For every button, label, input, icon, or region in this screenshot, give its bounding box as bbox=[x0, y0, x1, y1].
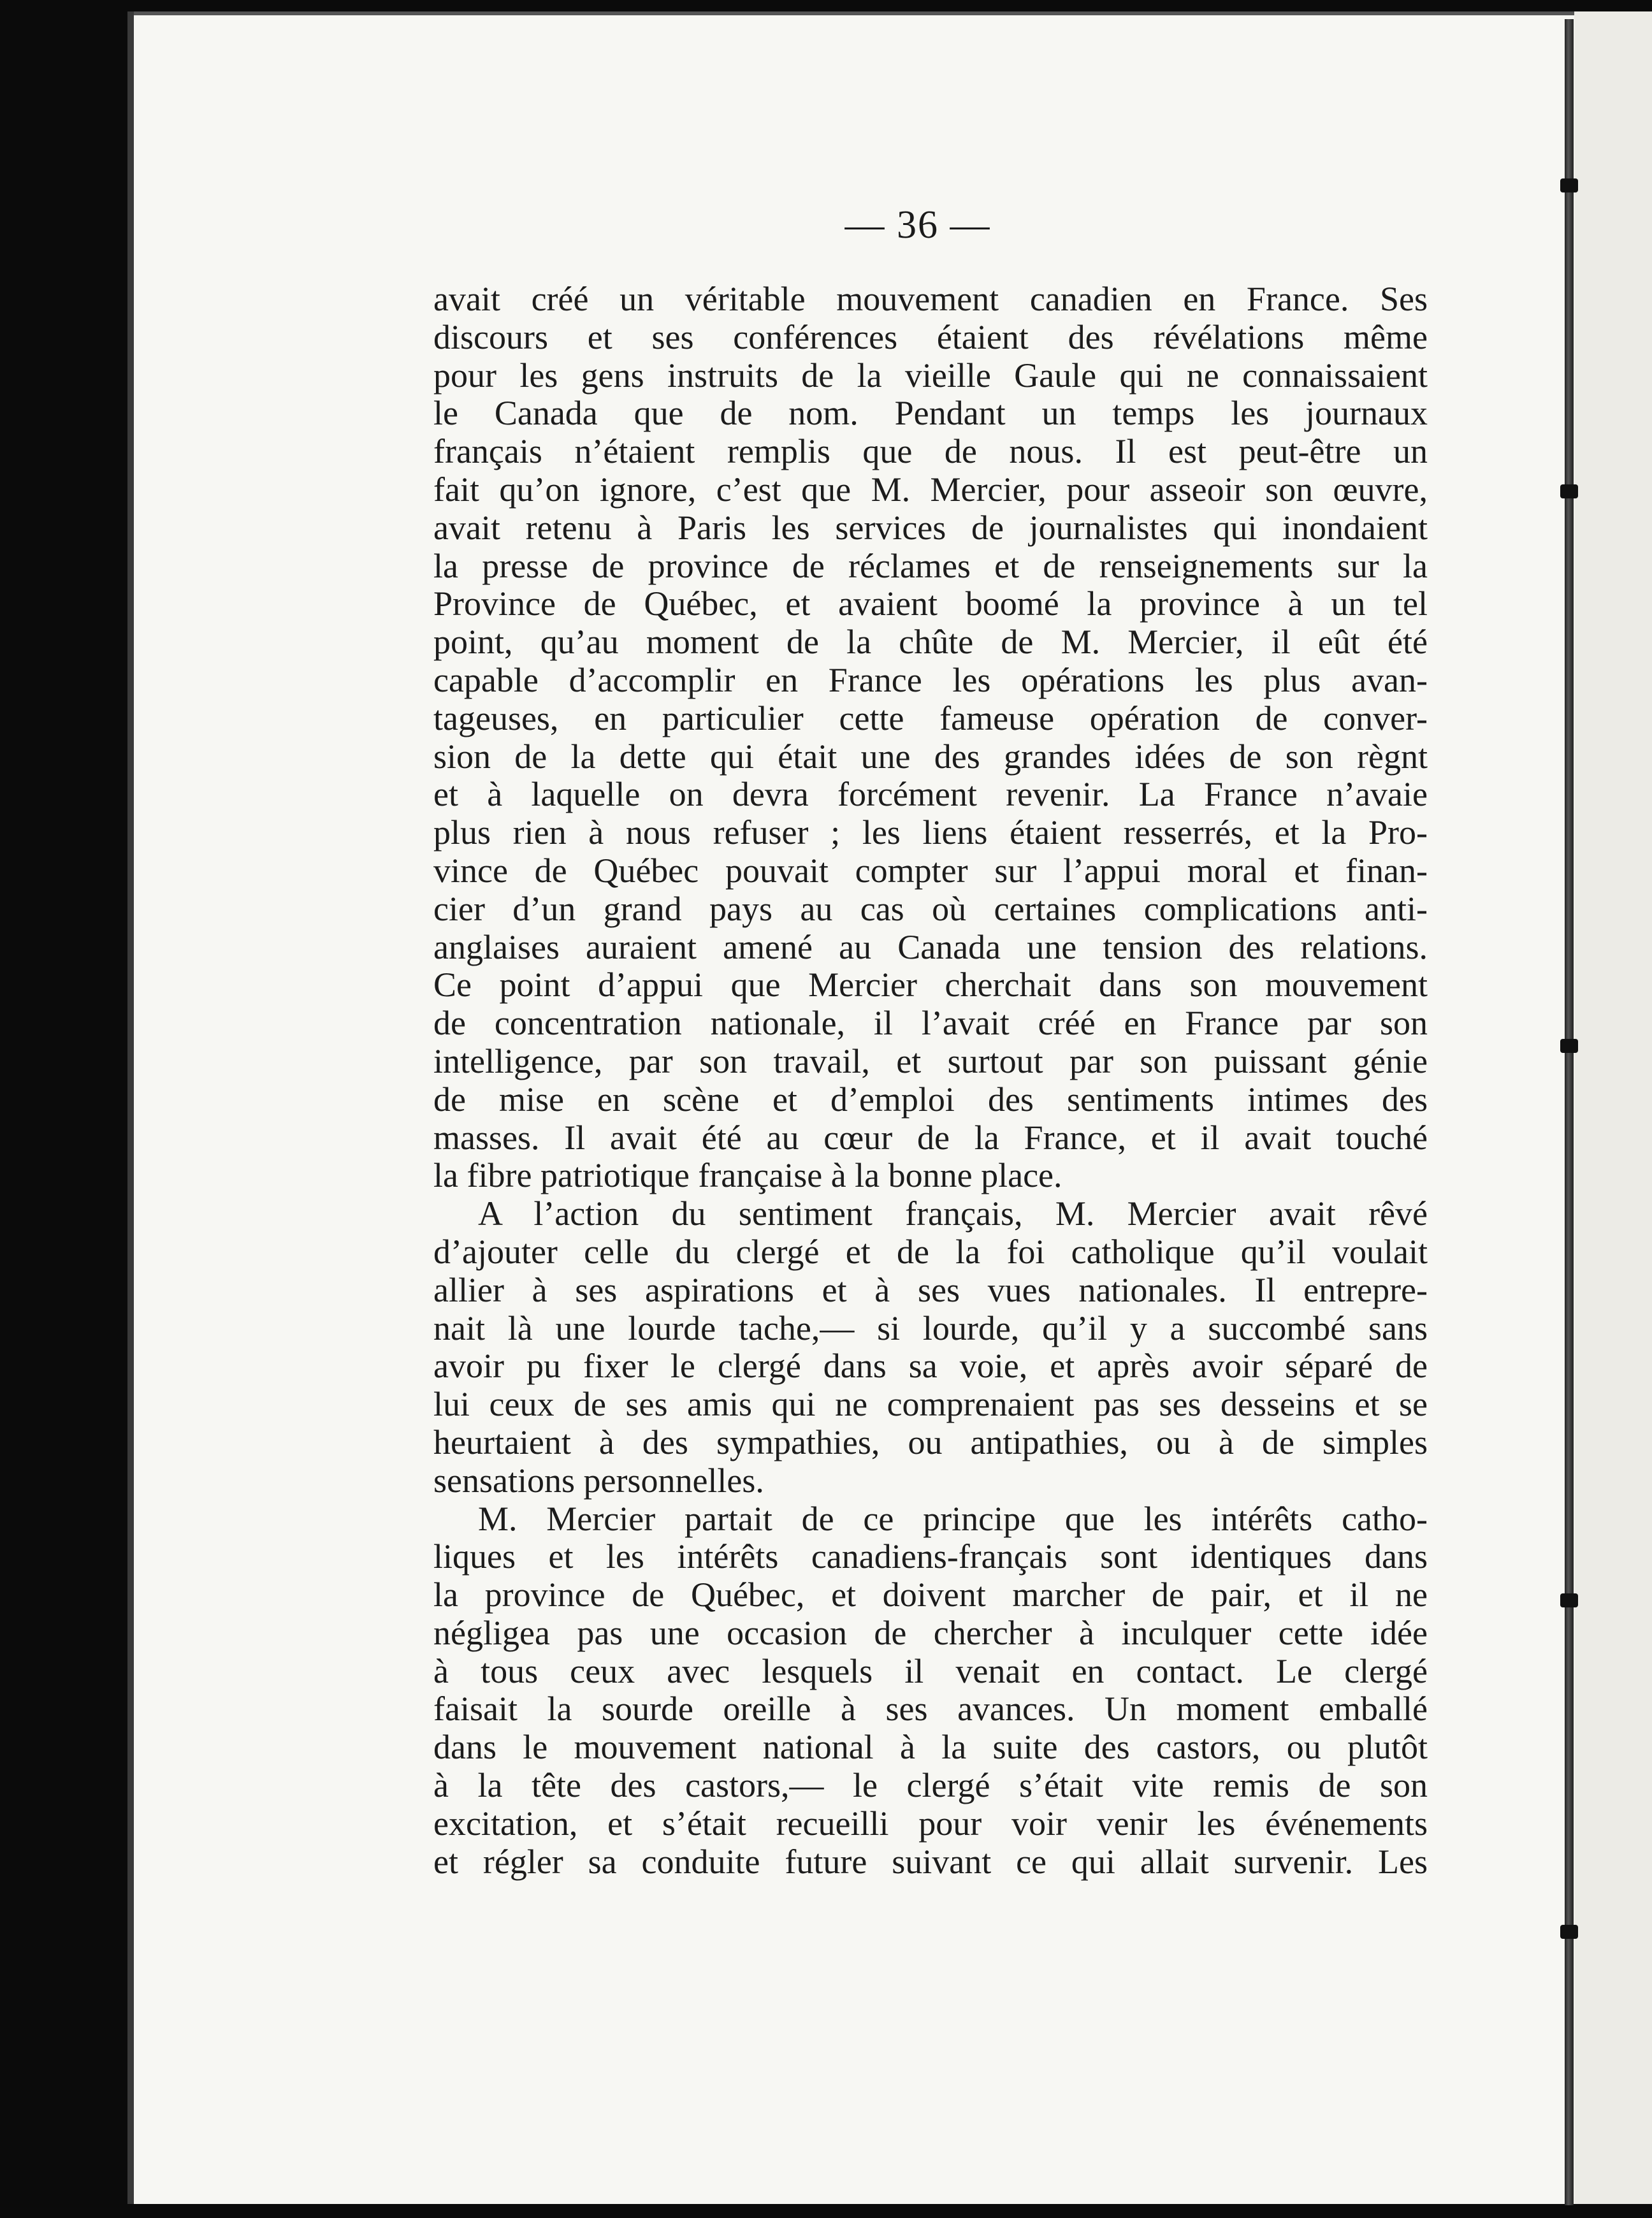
text-line: capable d’accomplir en France les opérations les plus avan- bbox=[433, 660, 1428, 699]
text-line: anglaises auraient amené au Canada une tension des relations. bbox=[433, 927, 1428, 966]
text-line: masses. Il avait été au cœur de la France, et il avait touché bbox=[433, 1118, 1428, 1157]
text-line: fait qu’on ignore, c’est que M. Mercier, pour asseoir son œuvre, bbox=[433, 470, 1428, 509]
text-line: Ce point d’appui que Mercier cherchait dans son mouvement bbox=[433, 966, 1428, 1004]
text-line: avoir pu fixer le clergé dans sa voie, et après avoir séparé de bbox=[433, 1347, 1428, 1386]
binding-stitch bbox=[1560, 1925, 1578, 1939]
text-line: et à laquelle on devra forcément revenir. La France n’avaie bbox=[433, 775, 1428, 814]
text-line: à la tête des castors,— le clergé s’était vite remis de son bbox=[433, 1766, 1428, 1805]
text-line: avait retenu à Paris les services de journalistes qui inondaient bbox=[433, 508, 1428, 547]
text-line: français n’étaient remplis que de nous. Il est peut-être un bbox=[433, 432, 1428, 471]
text-line: la province de Québec, et doivent marcher de pair, et il ne bbox=[433, 1576, 1428, 1614]
text-line: plus rien à nous refuser ; les liens étaient resserrés, et la Pro- bbox=[433, 813, 1428, 852]
text-line: dans le mouvement national à la suite des castors, ou plutôt bbox=[433, 1728, 1428, 1767]
page-number: — 36 — bbox=[844, 203, 991, 247]
text-line: vince de Québec pouvait compter sur l’appui moral et finan- bbox=[433, 851, 1428, 890]
binding-stitch bbox=[1560, 1039, 1578, 1053]
binding-stitch bbox=[1560, 1593, 1578, 1607]
binding-stitch bbox=[1560, 178, 1578, 192]
binding-thread bbox=[1565, 19, 1574, 2205]
text-line: tageuses, en particulier cette fameuse opération de conver- bbox=[433, 699, 1428, 737]
text-line: de concentration nationale, il l’avait créé en France par son bbox=[433, 1004, 1428, 1043]
text-line: le Canada que de nom. Pendant un temps les journaux bbox=[433, 394, 1428, 433]
binding-stitch bbox=[1560, 484, 1578, 498]
text-line: négligea pas une occasion de chercher à inculquer cette idée bbox=[433, 1613, 1428, 1652]
text-line: faisait la sourde oreille à ses avances. Un moment emballé bbox=[433, 1690, 1428, 1729]
text-line: pour les gens instruits de la vieille Gaule qui ne connaissaient bbox=[433, 356, 1428, 395]
text-line: M. Mercier partait de ce principe que les intérêts catho- bbox=[478, 1499, 1428, 1538]
text-line: avait créé un véritable mouvement canadien en France. Ses bbox=[433, 280, 1428, 318]
text-line: nait là une lourde tache,— si lourde, qu’il y a succombé sans bbox=[433, 1308, 1428, 1347]
text-line: cier d’un grand pays au cas où certaines complications anti- bbox=[433, 889, 1428, 928]
text-line: lui ceux de ses amis qui ne comprenaient pas ses desseins et se bbox=[433, 1385, 1428, 1424]
text-line: point, qu’au moment de la chûte de M. Mercier, il eût été bbox=[433, 623, 1428, 662]
text-line: à tous ceux avec lesquels il venait en contact. Le clergé bbox=[433, 1651, 1428, 1690]
text-line: Province de Québec, et avaient boomé la province à un tel bbox=[433, 584, 1428, 623]
text-line: la presse de province de réclames et de renseignements sur la bbox=[433, 546, 1428, 585]
body-text bbox=[433, 280, 1428, 1881]
text-line: la fibre patriotique française à la bonne place. bbox=[433, 1156, 1062, 1195]
text-line: A l’action du sentiment français, M. Mercier avait rêvé bbox=[478, 1194, 1428, 1233]
text-line: excitation, et s’était recueilli pour voir venir les événements bbox=[433, 1804, 1428, 1843]
text-line: allier à ses aspirations et à ses vues nationales. Il entrepre- bbox=[433, 1270, 1428, 1309]
text-line: sion de la dette qui était une des grandes idées de son règnt bbox=[433, 737, 1428, 776]
text-line: de mise en scène et d’emploi des sentiments intimes des bbox=[433, 1080, 1428, 1119]
text-line: intelligence, par son travail, et surtout par son puissant génie bbox=[433, 1041, 1428, 1080]
text-line: sensations personnelles. bbox=[433, 1461, 764, 1500]
text-line: et régler sa conduite future suivant ce qui allait survenir. Les bbox=[433, 1842, 1428, 1881]
text-line: d’ajouter celle du clergé et de la foi catholique qu’il voulait bbox=[433, 1232, 1428, 1271]
page-gutter bbox=[1574, 11, 1652, 2204]
text-line: discours et ses conférences étaient des révélations même bbox=[433, 317, 1428, 356]
text-line: heurtaient à des sympathies, ou antipathies, ou à de simples bbox=[433, 1423, 1428, 1461]
text-line: liques et les intérêts canadiens-français sont identiques dans bbox=[433, 1537, 1428, 1576]
